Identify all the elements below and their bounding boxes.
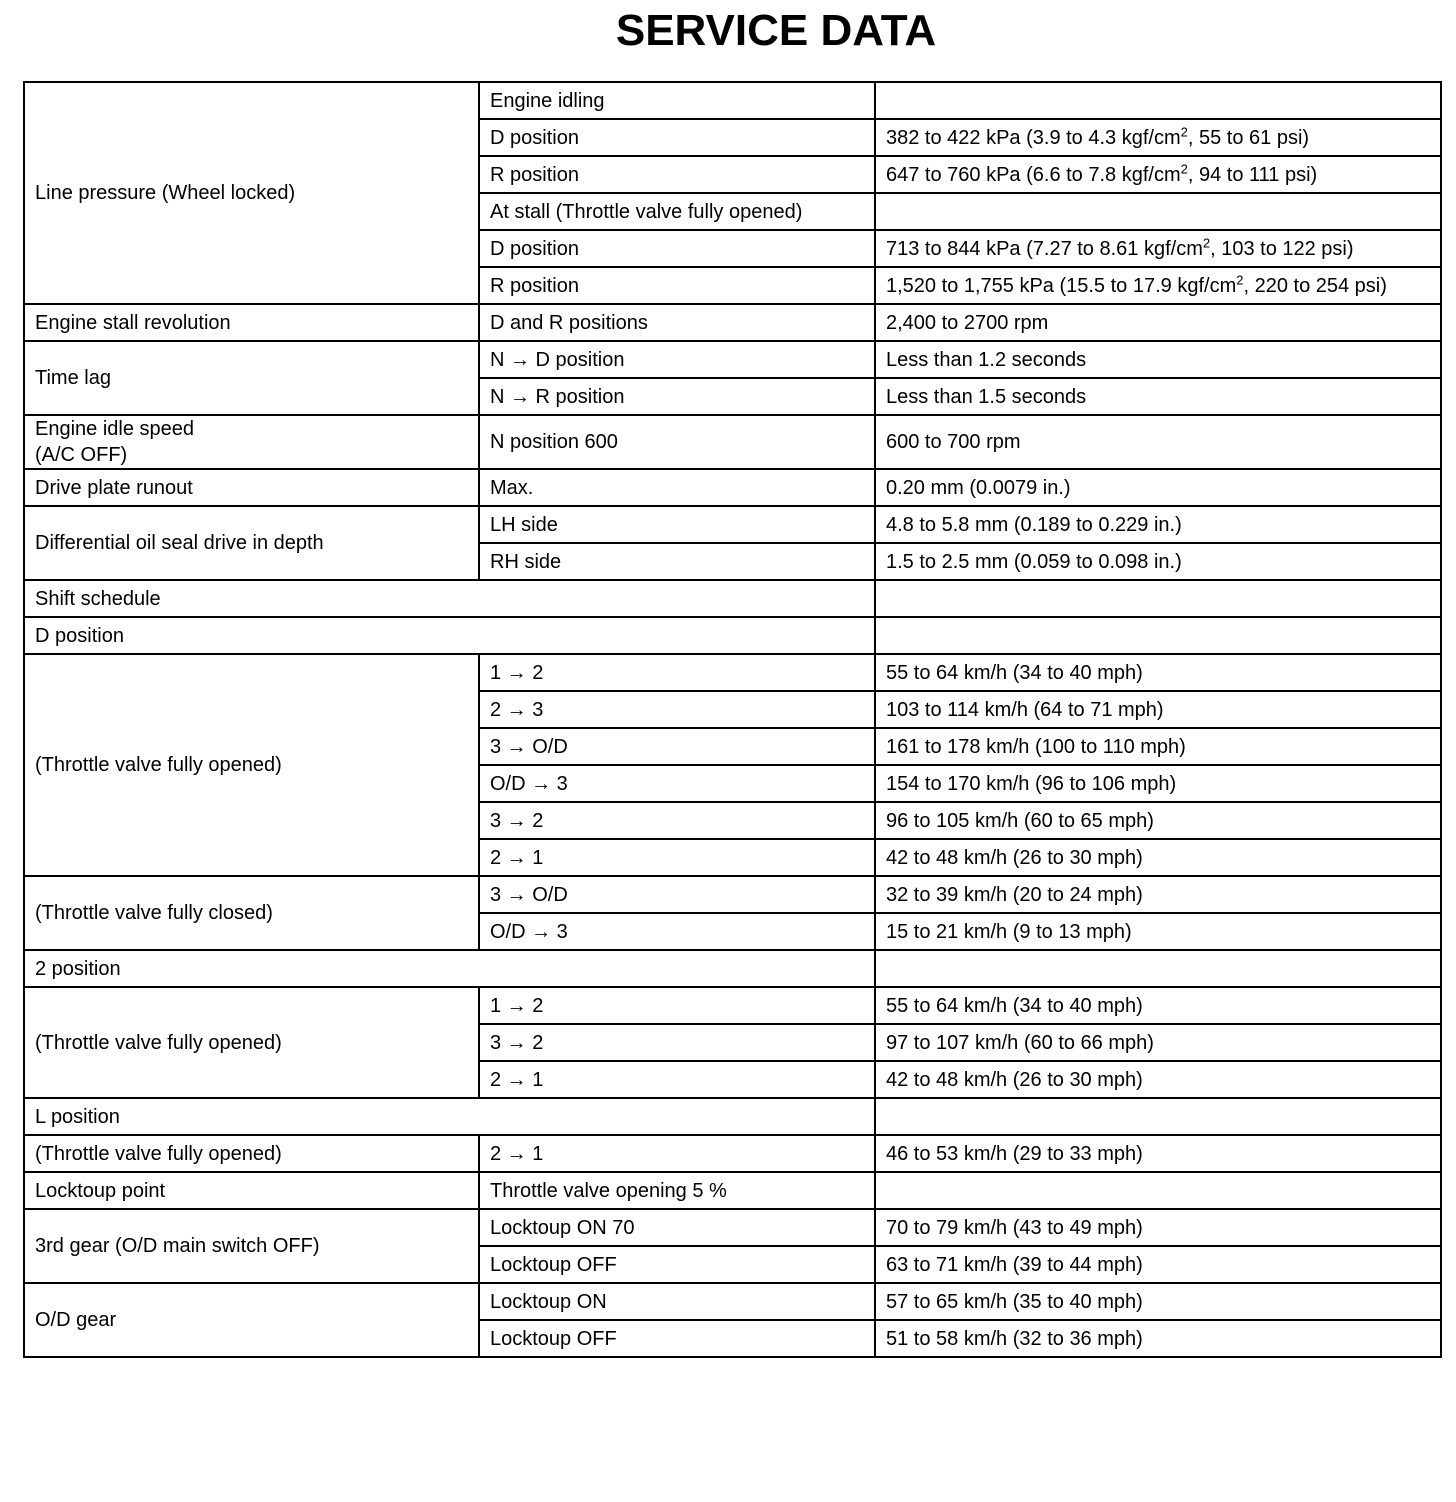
row-label-lockup-point: Locktoup point — [24, 1172, 479, 1209]
row-label-3rd-gear: 3rd gear (O/D main switch OFF) — [24, 1209, 479, 1283]
value-empty — [875, 580, 1441, 617]
shift-cond: 2 → 1 — [479, 1061, 875, 1098]
cond-lockup-off: Locktoup OFF — [479, 1320, 875, 1357]
table-row — [24, 415, 1441, 469]
table-row — [24, 1098, 1441, 1135]
cond-throttle-opening: Throttle valve opening 5 % — [479, 1172, 875, 1209]
value-n-to-d: Less than 1.2 seconds — [875, 341, 1441, 378]
row-label-idle-speed — [24, 415, 479, 469]
table-row — [24, 82, 1441, 119]
row-label-2-throttle-opened: (Throttle valve fully opened) — [24, 987, 479, 1098]
table-row — [24, 987, 1441, 1024]
cond-lockup-off: Locktoup OFF — [479, 1246, 875, 1283]
value-lockup-on: 70 to 79 km/h (43 to 49 mph) — [875, 1209, 1441, 1246]
shift-cond: 2 → 1 — [479, 839, 875, 876]
shift-cond: 2 → 3 — [479, 691, 875, 728]
cond-rh-side: RH side — [479, 543, 875, 580]
value-idle-r-pressure: 647 to 760 kPa (6.6 to 7.8 kgf/$cm^2$, 94 to 111 psi) — [875, 156, 1441, 193]
value-idle-d-pressure: 382 to 422 kPa (3.9 to 4.3 kgf/$cm^2$, 55 to 61 psi) — [875, 119, 1441, 156]
cond-engine-idling: Engine idling — [479, 82, 875, 119]
shift-cond: 2 → 1 — [479, 1135, 875, 1172]
value-empty — [875, 617, 1441, 654]
shift-cond: 1 → 2 — [479, 654, 875, 691]
value-stall-revolution: 2,400 to 2700 rpm — [875, 304, 1441, 341]
value-lockup-off: 63 to 71 km/h (39 to 44 mph) — [875, 1246, 1441, 1283]
shift-value: 42 to 48 km/h (26 to 30 mph) — [875, 839, 1441, 876]
value-stall-d-pressure: 713 to 844 kPa (7.27 to 8.61 kgf/$cm^2$, 103 to 122 psi) — [875, 230, 1441, 267]
shift-value: 96 to 105 km/h (60 to 65 mph) — [875, 802, 1441, 839]
shift-value: 161 to 178 km/h (100 to 110 mph) — [875, 728, 1441, 765]
cond-at-stall: At stall (Throttle valve fully opened) — [479, 193, 875, 230]
shift-cond: 3 → 2 — [479, 802, 875, 839]
section-d-position: D position — [24, 617, 875, 654]
cond-n-to-d: N → D position — [479, 341, 875, 378]
table-row — [24, 1172, 1441, 1209]
row-label-od-gear: O/D gear — [24, 1283, 479, 1357]
table-row — [24, 506, 1441, 543]
row-label-l-throttle-opened: (Throttle valve fully opened) — [24, 1135, 479, 1172]
value-empty — [875, 1098, 1441, 1135]
row-label-time-lag: Time lag — [24, 341, 479, 415]
table-row — [24, 1283, 1441, 1320]
row-label-d-throttle-opened: (Throttle valve fully opened) — [24, 654, 479, 876]
value-stall-r-pressure: 1,520 to 1,755 kPa (15.5 to 17.9 kgf/$cm^2$, 220 to 254 psi) — [875, 267, 1441, 304]
table-row — [24, 876, 1441, 913]
shift-value: 55 to 64 km/h (34 to 40 mph) — [875, 987, 1441, 1024]
table-row — [24, 304, 1441, 341]
cond-n-to-r: N → R position — [479, 378, 875, 415]
row-label-line-pressure: Line pressure (Wheel locked) — [24, 82, 479, 304]
value-runout: 0.20 mm (0.0079 in.) — [875, 469, 1441, 506]
value-n-to-r: Less than 1.5 seconds — [875, 378, 1441, 415]
cond-stall-r-position: R position — [479, 267, 875, 304]
value-empty — [875, 193, 1441, 230]
table-row — [24, 617, 1441, 654]
service-data-table — [23, 81, 1442, 1358]
cond-lockup-on: Locktoup ON — [479, 1283, 875, 1320]
shift-cond: 3 → O/D — [479, 876, 875, 913]
table-row — [24, 950, 1441, 987]
cond-r-position: R position — [479, 156, 875, 193]
shift-value: 97 to 107 km/h (60 to 66 mph) — [875, 1024, 1441, 1061]
section-l-position: L position — [24, 1098, 875, 1135]
shift-cond: O/D → 3 — [479, 913, 875, 950]
value-empty — [875, 1172, 1441, 1209]
cond-d-position: D position — [479, 119, 875, 156]
table-row — [24, 1135, 1441, 1172]
row-label-stall-revolution: Engine stall revolution — [24, 304, 479, 341]
shift-value: 15 to 21 km/h (9 to 13 mph) — [875, 913, 1441, 950]
idle-label-line-1: Engine idle speed — [35, 418, 195, 440]
shift-cond: 3 → O/D — [479, 728, 875, 765]
table-row — [24, 469, 1441, 506]
shift-value: 154 to 170 km/h (96 to 106 mph) — [875, 765, 1441, 802]
value-empty — [875, 950, 1441, 987]
value-lockup-on: 57 to 65 km/h (35 to 40 mph) — [875, 1283, 1441, 1320]
cond-d-and-r: D and R positions — [479, 304, 875, 341]
cond-stall-d-position: D position — [479, 230, 875, 267]
value-lh-side: 4.8 to 5.8 mm (0.189 to 0.229 in.) — [875, 506, 1441, 543]
cond-max: Max. — [479, 469, 875, 506]
shift-value: 46 to 53 km/h (29 to 33 mph) — [875, 1135, 1441, 1172]
shift-cond: 3 → 2 — [479, 1024, 875, 1061]
table-row — [24, 654, 1441, 691]
row-label-d-throttle-closed: (Throttle valve fully closed) — [24, 876, 479, 950]
table-row — [24, 1209, 1441, 1246]
value-lockup-off: 51 to 58 km/h (32 to 36 mph) — [875, 1320, 1441, 1357]
shift-value: 32 to 39 km/h (20 to 24 mph) — [875, 876, 1441, 913]
table-row — [24, 580, 1441, 617]
idle-label-line-2: (A/C OFF) — [35, 444, 128, 466]
section-2-position: 2 position — [24, 950, 875, 987]
row-label-oil-seal: Differential oil seal drive in depth — [24, 506, 479, 580]
page-title: SERVICE DATA — [615, 6, 937, 55]
shift-cond: 1 → 2 — [479, 987, 875, 1024]
table-row — [24, 341, 1441, 378]
shift-value: 55 to 64 km/h (34 to 40 mph) — [875, 654, 1441, 691]
shift-cond: O/D → 3 — [479, 765, 875, 802]
section-shift-schedule: Shift schedule — [24, 580, 875, 617]
cond-lh-side: LH side — [479, 506, 875, 543]
cond-n-position: N position 600 — [479, 415, 875, 469]
value-rh-side: 1.5 to 2.5 mm (0.059 to 0.098 in.) — [875, 543, 1441, 580]
value-idle-speed: 600 to 700 rpm — [875, 415, 1441, 469]
row-label-runout: Drive plate runout — [24, 469, 479, 506]
value-empty — [875, 82, 1441, 119]
cond-lockup-on: Locktoup ON 70 — [479, 1209, 875, 1246]
shift-value: 42 to 48 km/h (26 to 30 mph) — [875, 1061, 1441, 1098]
shift-value: 103 to 114 km/h (64 to 71 mph) — [875, 691, 1441, 728]
